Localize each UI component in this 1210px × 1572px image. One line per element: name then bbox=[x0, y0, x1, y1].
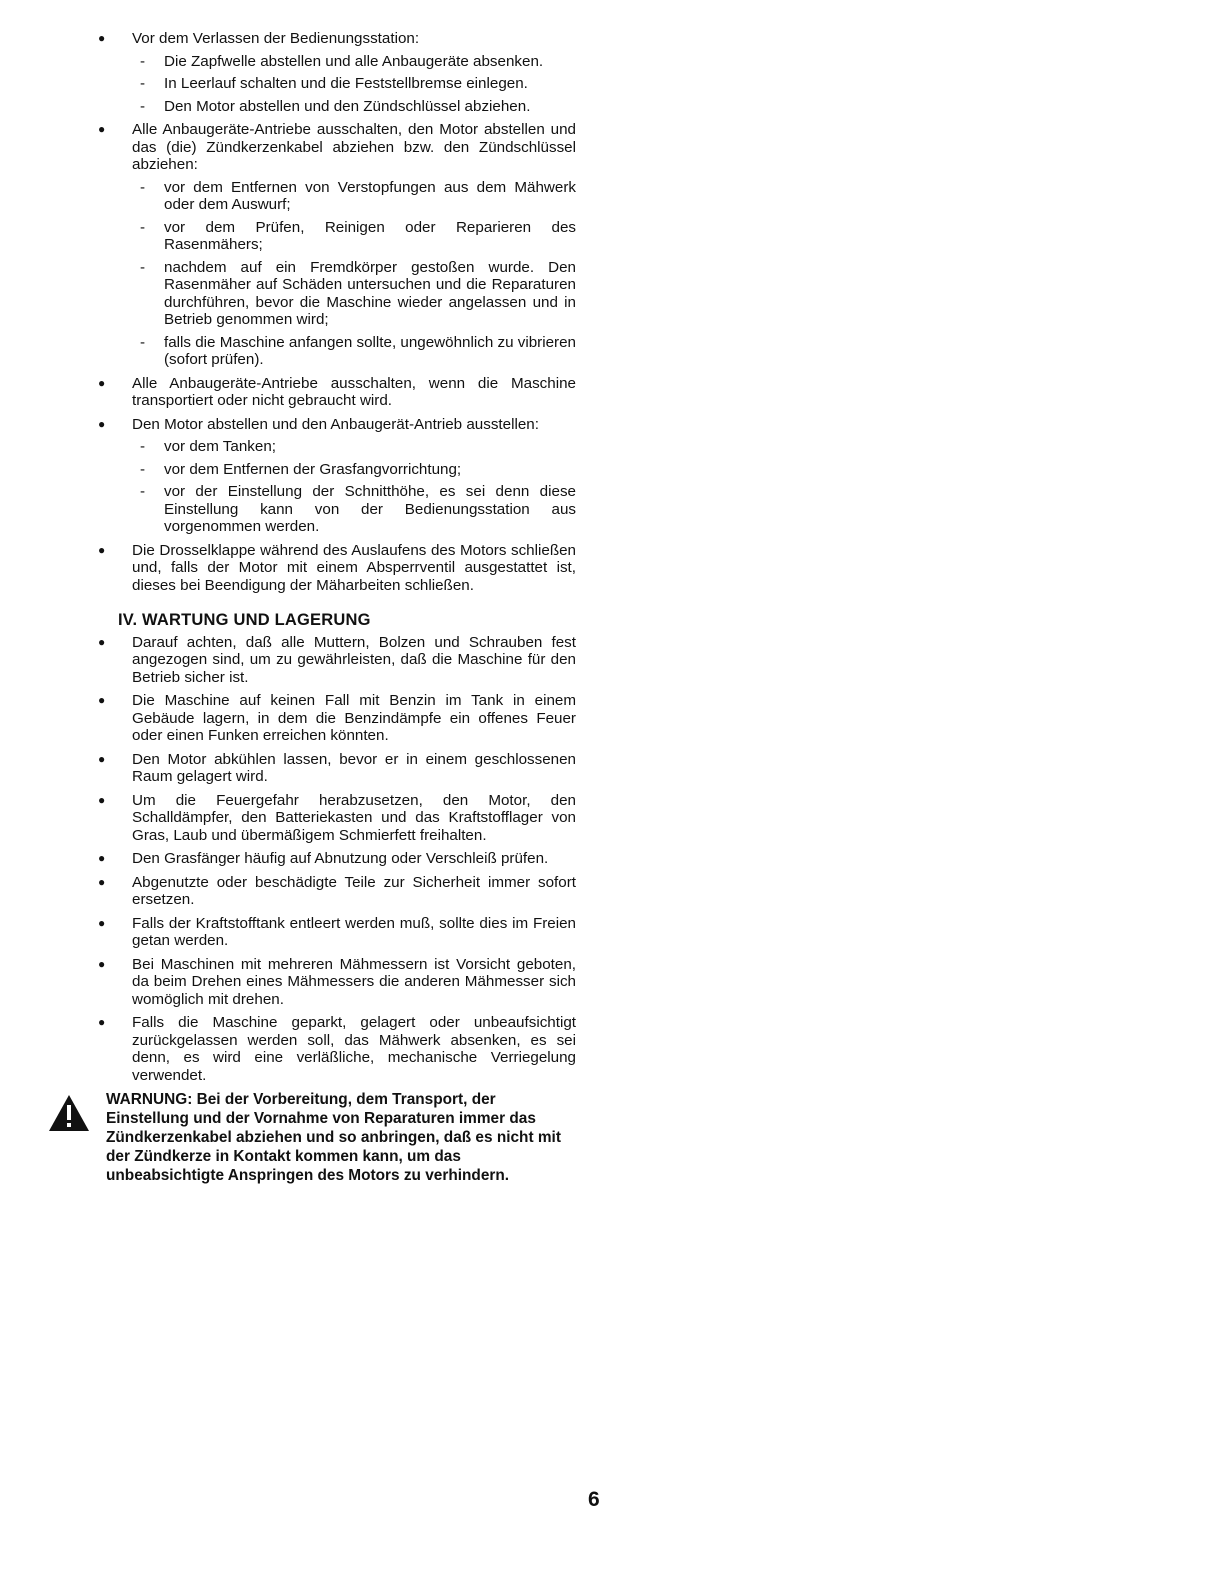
list-item bbox=[96, 375, 576, 410]
bullet-text: Die Maschine auf keinen Fall mit Benzin im Tank in einem Gebäude lagern, in dem die Benzindämpfe ein offenes Feuer oder einen Funken erreichen könnten. bbox=[132, 692, 576, 744]
bullet-text: Abgenutzte oder beschädigte Teile zur Sicherheit immer sofort ersetzen. bbox=[132, 873, 576, 908]
list-item bbox=[96, 1014, 576, 1084]
bullet-text: Vor dem Verlassen der Bedienungsstation: bbox=[132, 30, 420, 47]
list-item bbox=[96, 542, 576, 595]
list-item bbox=[96, 956, 576, 1009]
list-item bbox=[96, 121, 576, 369]
bullet-icon: ● bbox=[98, 542, 106, 557]
warning-text: WARNUNG: Bei der Vorbereitung, dem Transport, der Einstellung und der Vornahme von Reparaturen immer das Zündkerzenkabel abziehen und so anbringen, daß es nicht mit der Zündkerze in Kontakt kommen kann, um das unbeabsichtigte Anspringen des Motors zu verhindern. bbox=[106, 1091, 561, 1184]
bullet-icon: ● bbox=[98, 874, 106, 889]
bullet-text: Um die Feuergefahr herabzusetzen, den Motor, den Schalldämpfer, den Batteriekasten und das Kraftstofflager von Gras, Laub und übermäßigem Schmierfett freihalten. bbox=[132, 791, 576, 844]
bullet-text: Alle Anbaugeräte-Antriebe ausschalten, wenn die Maschine transportiert oder nicht gebraucht wird. bbox=[132, 374, 576, 409]
bullet-icon: ● bbox=[98, 751, 106, 766]
bullet-icon: ● bbox=[98, 792, 106, 807]
bullet-icon: ● bbox=[98, 851, 106, 865]
sub-item: - Den Motor abstellen und den Zündschlüssel abziehen. bbox=[140, 97, 531, 115]
warning-block bbox=[96, 1090, 576, 1185]
bullet-icon: ● bbox=[98, 693, 106, 707]
page-column bbox=[96, 30, 576, 1185]
bullet-icon: ● bbox=[98, 1015, 106, 1029]
bullet-icon: ● bbox=[98, 956, 106, 971]
sub-item: - nachdem auf ein Fremdkörper gestoßen wurde. Den Rasenmäher auf Schäden untersuchen und die Reparaturen durchführen, bevor die Maschine wieder angelassen und in Betrieb genommen wird; bbox=[140, 258, 576, 328]
bullet-text: Den Motor abstellen und den Anbaugerät-Antrieb ausstellen: bbox=[132, 415, 539, 433]
sub-item: - falls die Maschine anfangen sollte, ungewöhnlich zu vibrieren (sofort prüfen). bbox=[140, 333, 576, 368]
list-item bbox=[96, 751, 576, 786]
bullet-text: Die Drosselklappe während des Auslaufens des Motors schließen und, falls der Motor mit einem Absperrventil ausgestattet ist, dieses bei Beendigung der Mäharbeiten schließen. bbox=[132, 541, 576, 594]
list-item bbox=[96, 915, 576, 950]
bullet-text: Falls der Kraftstofftank entleert werden muß, sollte dies im Freien getan werden. bbox=[132, 914, 576, 949]
bullet-text: Den Motor abkühlen lassen, bevor er in einem geschlossenen Raum gelagert wird. bbox=[132, 750, 576, 785]
sub-item: - vor dem Entfernen von Verstopfungen aus dem Mähwerk oder dem Auswurf; bbox=[140, 178, 576, 213]
sub-item: - vor dem Entfernen der Grasfangvorrichtung; bbox=[140, 460, 462, 478]
bullet-icon: ● bbox=[98, 634, 106, 649]
list-item bbox=[96, 416, 576, 536]
list-item bbox=[96, 792, 576, 845]
list-item bbox=[96, 30, 576, 115]
list-item bbox=[96, 692, 576, 745]
bullet-text: Bei Maschinen mit mehreren Mähmessern ist Vorsicht geboten, da beim Drehen eines Mähmessers die anderen Mähmesser sich womöglich mit drehen. bbox=[132, 955, 576, 1008]
bullet-text: Alle Anbaugeräte-Antriebe ausschalten, den Motor abstellen und das (die) Zündkerzenkabel abziehen bzw. den Zündschlüssel abziehen: bbox=[132, 121, 576, 173]
list-item bbox=[96, 874, 576, 909]
bullet-text: Darauf achten, daß alle Muttern, Bolzen und Schrauben fest angezogen sind, um zu gewährleisten, daß die Maschine für den Betrieb sicher ist. bbox=[132, 633, 576, 686]
sub-list bbox=[132, 438, 576, 536]
bullet-icon: ● bbox=[98, 416, 106, 431]
sub-item: - Die Zapfwelle abstellen und alle Anbaugeräte absenken. bbox=[140, 52, 544, 70]
sub-item: - vor dem Tanken; bbox=[140, 438, 276, 455]
list-item bbox=[96, 634, 576, 687]
sub-list bbox=[132, 179, 576, 369]
bullet-icon: ● bbox=[98, 31, 106, 45]
sub-item: - In Leerlauf schalten und die Feststellbremse einlegen. bbox=[140, 75, 528, 92]
bullet-icon: ● bbox=[98, 915, 106, 930]
page-number: 6 bbox=[588, 1488, 600, 1511]
bullet-text: Falls die Maschine geparkt, gelagert oder unbeaufsichtigt zurückgelassen werden soll, das Mähwerk absenken, es sei denn, es wird eine verläßliche, mechanische Verriegelung verwendet. bbox=[132, 1014, 576, 1084]
bullet-icon: ● bbox=[98, 375, 106, 390]
sub-list bbox=[132, 53, 576, 116]
bullet-icon: ● bbox=[98, 122, 106, 136]
section-heading: IV. WARTUNG UND LAGERUNG bbox=[118, 611, 371, 629]
list-item bbox=[96, 850, 576, 868]
warning-triangle-icon bbox=[48, 1094, 90, 1132]
sub-item: - vor der Einstellung der Schnitthöhe, es sei denn diese Einstellung kann von der Bedienungsstation aus vorgenommen werden. bbox=[140, 483, 576, 535]
sub-item: - vor dem Prüfen, Reinigen oder Reparieren des Rasenmähers; bbox=[140, 218, 576, 253]
bullet-text: Den Grasfänger häufig auf Abnutzung oder Verschleiß prüfen. bbox=[132, 850, 549, 867]
